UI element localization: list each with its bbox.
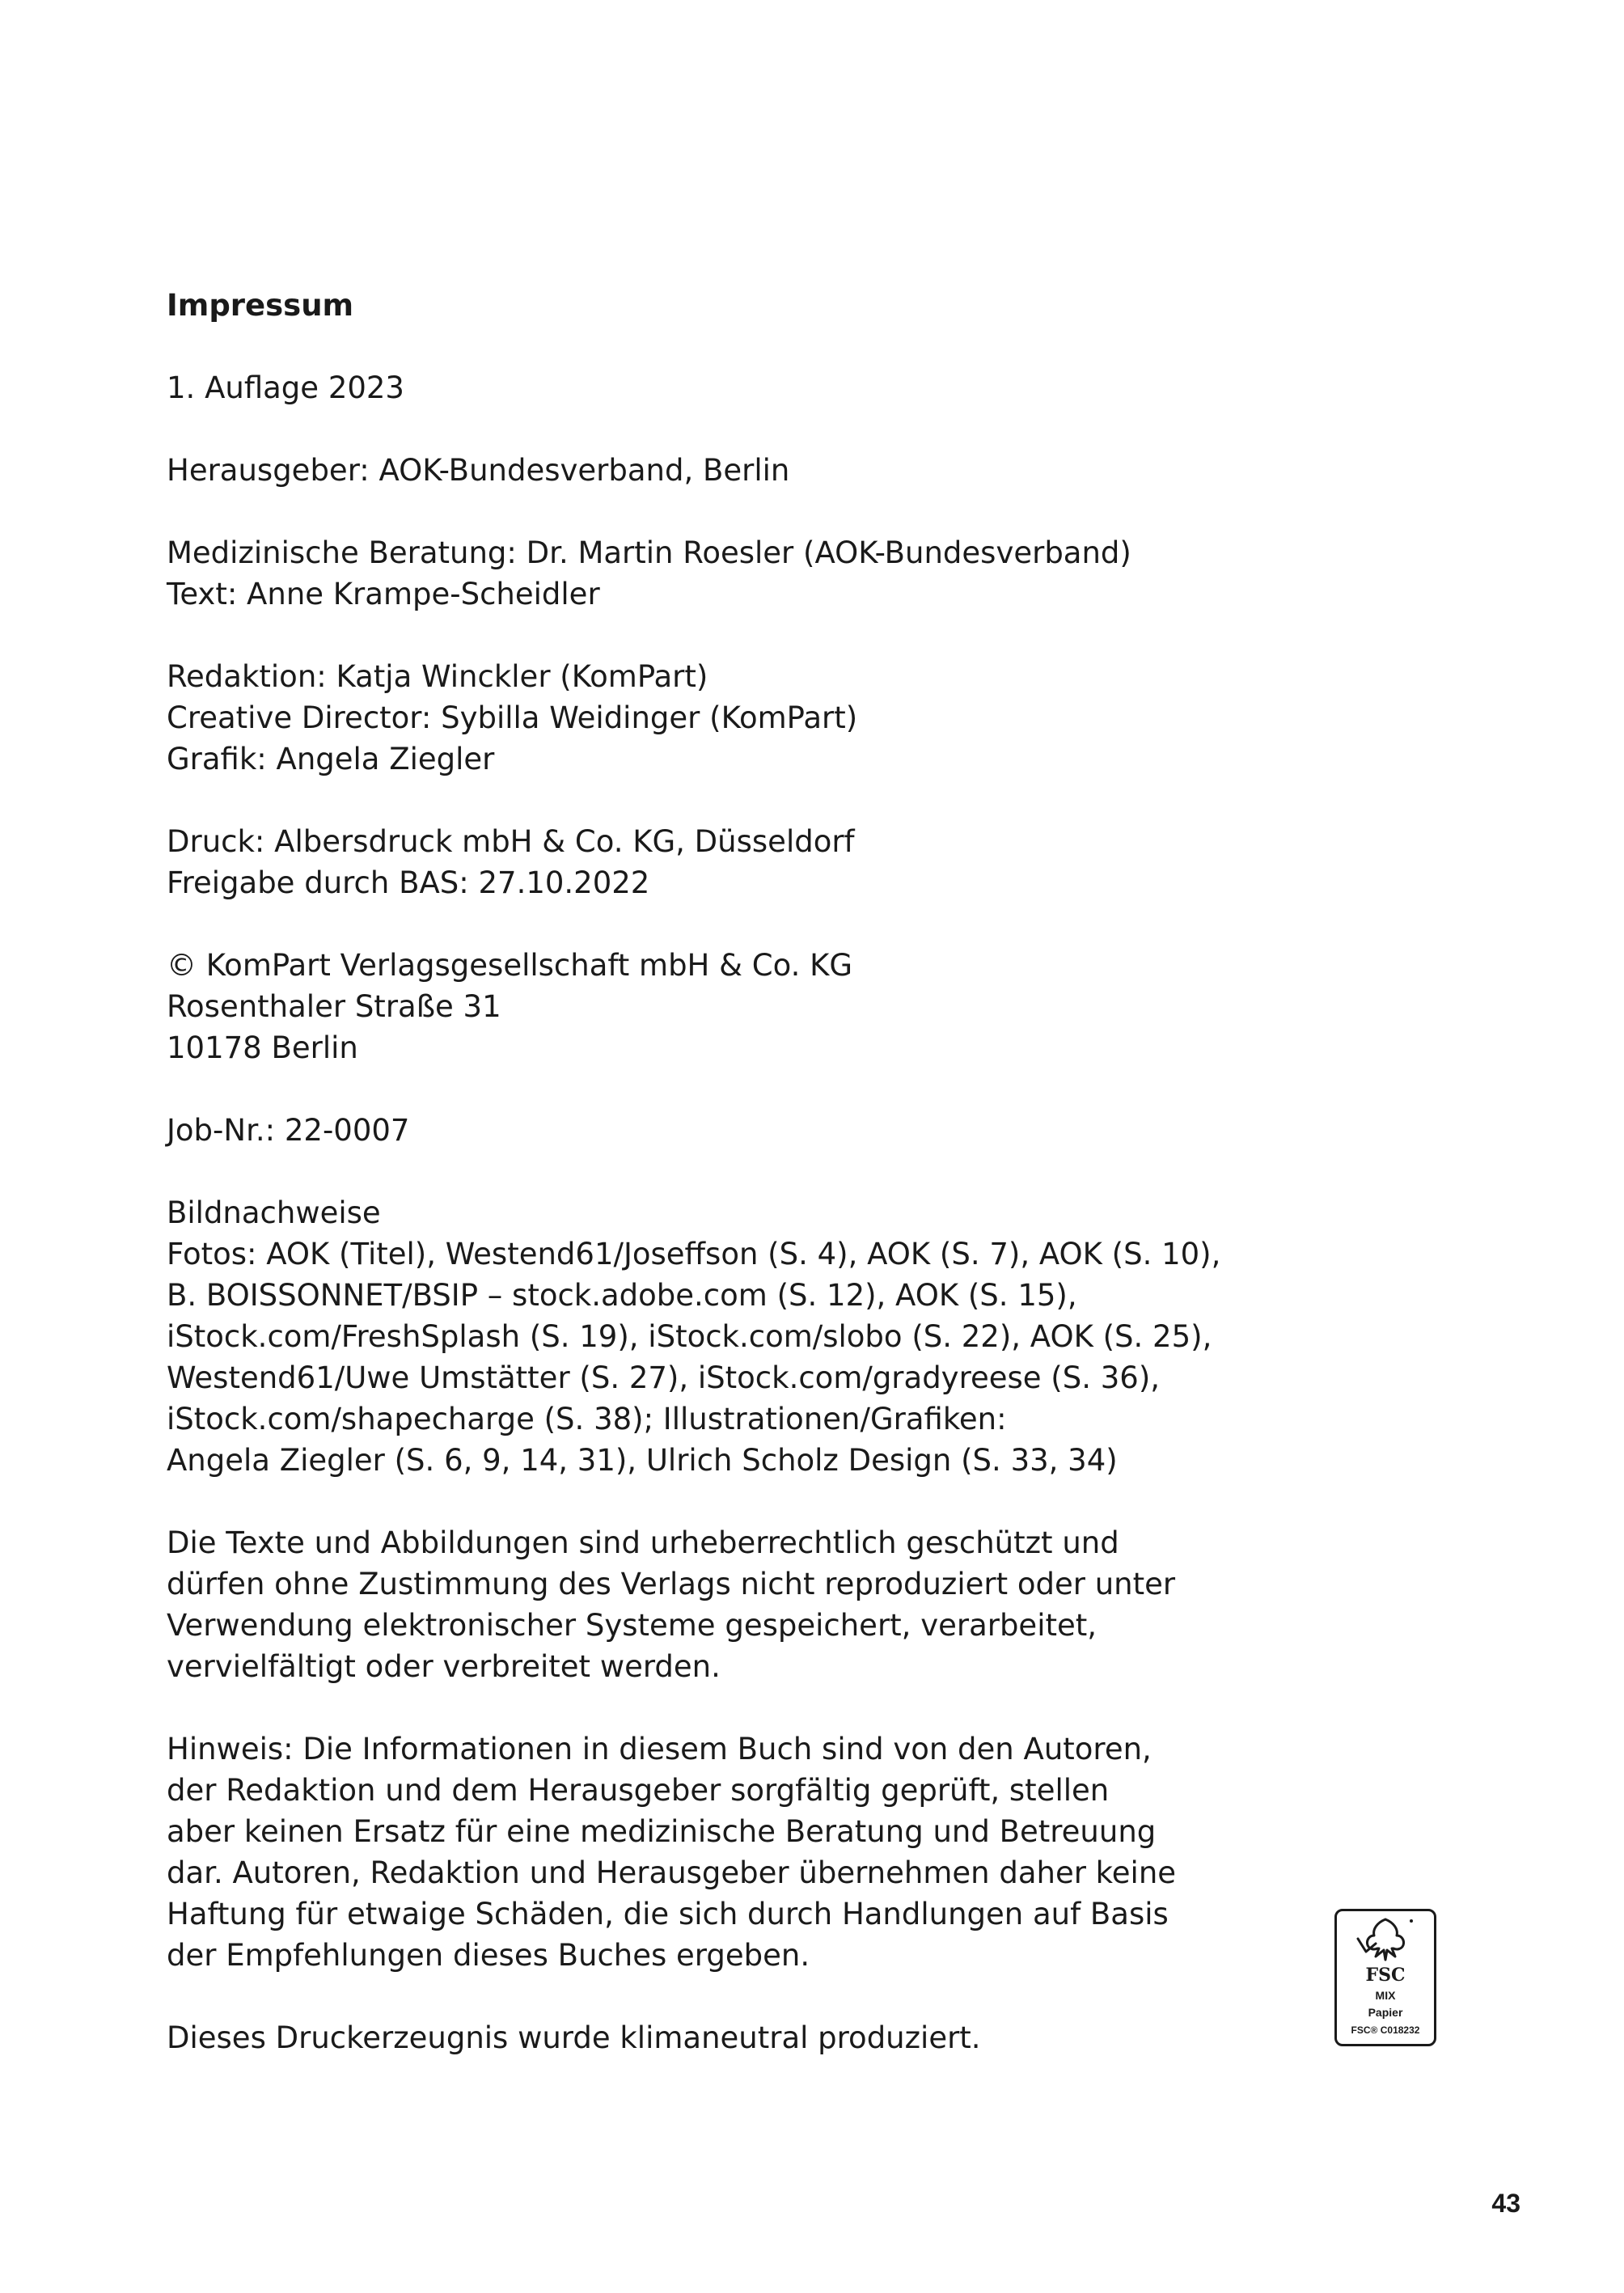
text-line: Rosenthaler Straße 31 [167,989,501,1024]
text-line: Job-Nr.: 22-0007 [167,1113,410,1148]
text-line: dürfen ohne Zustimmung des Verlags nicht reproduziert oder unter [167,1567,1176,1601]
text-line: Verwendung elektronischer Systeme gespeichert, verarbeitet, [167,1608,1097,1643]
text-line: Hinweis: Die Informationen in diesem Buch sind von den Autoren, [167,1732,1152,1766]
text-line: Herausgeber: AOK-Bundesverband, Berlin [167,453,790,488]
text-line: Text: Anne Krampe-Scheidler [167,577,600,611]
impressum-content [167,285,1221,2100]
text-line: Medizinische Beratung: Dr. Martin Roesler (AOK-Bundesverband) [167,535,1131,570]
text-line: Redaktion: Katja Winckler (KomPart) [167,659,708,694]
impressum-heading: Impressum [167,288,354,323]
text-line: dar. Autoren, Redaktion und Herausgeber übernehmen daher keine [167,1855,1177,1890]
impressum-paragraph [167,1110,1218,1151]
fsc-logo [1334,1909,1436,2046]
text-line: Angela Ziegler (S. 6, 9, 14, 31), Ulrich Scholz Design (S. 33, 34) [167,1443,1118,1478]
fsc-material-label: Papier [1368,2006,1403,2019]
text-line: Die Texte und Abbildungen sind urheberrechtlich geschützt und [167,1525,1119,1560]
impressum-paragraph [167,367,1218,408]
text-line: Haftung für etwaige Schäden, die sich durch Handlungen auf Basis [167,1897,1169,1931]
text-line: © KomPart Verlagsgesellschaft mbH & Co. KG [167,948,853,983]
text-line: 10178 Berlin [167,1030,358,1065]
impressum-paragraph [167,1192,1221,1481]
impressum-paragraph [167,2017,1218,2058]
text-line: Grafik: Angela Ziegler [167,742,495,776]
impressum-paragraph [167,1728,1218,1976]
fsc-tree-checkmark-icon [1337,1911,1434,1968]
impressum-paragraph [167,532,1218,615]
impressum-paragraphs [167,367,1221,2058]
text-line: Creative Director: Sybilla Weidinger (KomPart) [167,700,858,735]
impressum-paragraph [167,1522,1218,1687]
text-line: iStock.com/shapecharge (S. 38); Illustrationen/Grafiken: [167,1402,1007,1436]
text-line: Dieses Druckerzeugnis wurde klimaneutral produziert. [167,2020,981,2055]
fsc-mix-label: MIX [1375,1989,1396,2002]
impressum-paragraph [167,656,1218,780]
fsc-brand: FSC [1365,1965,1406,1986]
impressum-paragraph [167,821,1218,903]
text-line: Fotos: AOK (Titel), Westend61/Joseffson (S. 4), AOK (S. 7), AOK (S. 10), [167,1237,1221,1271]
text-line: B. BOISSONNET/BSIP – stock.adobe.com (S. 12), AOK (S. 15), [167,1278,1077,1313]
text-line: Westend61/Uwe Umstätter (S. 27), iStock.com/gradyreese (S. 36), [167,1360,1161,1395]
page-number: 43 [1491,2189,1520,2218]
fsc-license-code: FSC® C018232 [1351,2024,1420,2036]
text-line: Freigabe durch BAS: 27.10.2022 [167,865,650,900]
impressum-paragraph [167,945,1218,1068]
text-line: der Redaktion und dem Herausgeber sorgfältig geprüft, stellen [167,1773,1110,1808]
text-line: der Empfehlungen dieses Buches ergeben. [167,1938,810,1973]
text-line: Bildnachweise [167,1195,381,1230]
text-line: 1. Auflage 2023 [167,370,404,405]
text-line: Druck: Albersdruck mbH & Co. KG, Düsseldorf [167,824,855,859]
text-line: aber keinen Ersatz für eine medizinische Beratung und Betreuung [167,1814,1157,1849]
impressum-paragraph [167,450,1218,491]
text-line: iStock.com/FreshSplash (S. 19), iStock.com/slobo (S. 22), AOK (S. 25), [167,1319,1212,1354]
text-line: vervielfältigt oder verbreitet werden. [167,1649,721,1684]
